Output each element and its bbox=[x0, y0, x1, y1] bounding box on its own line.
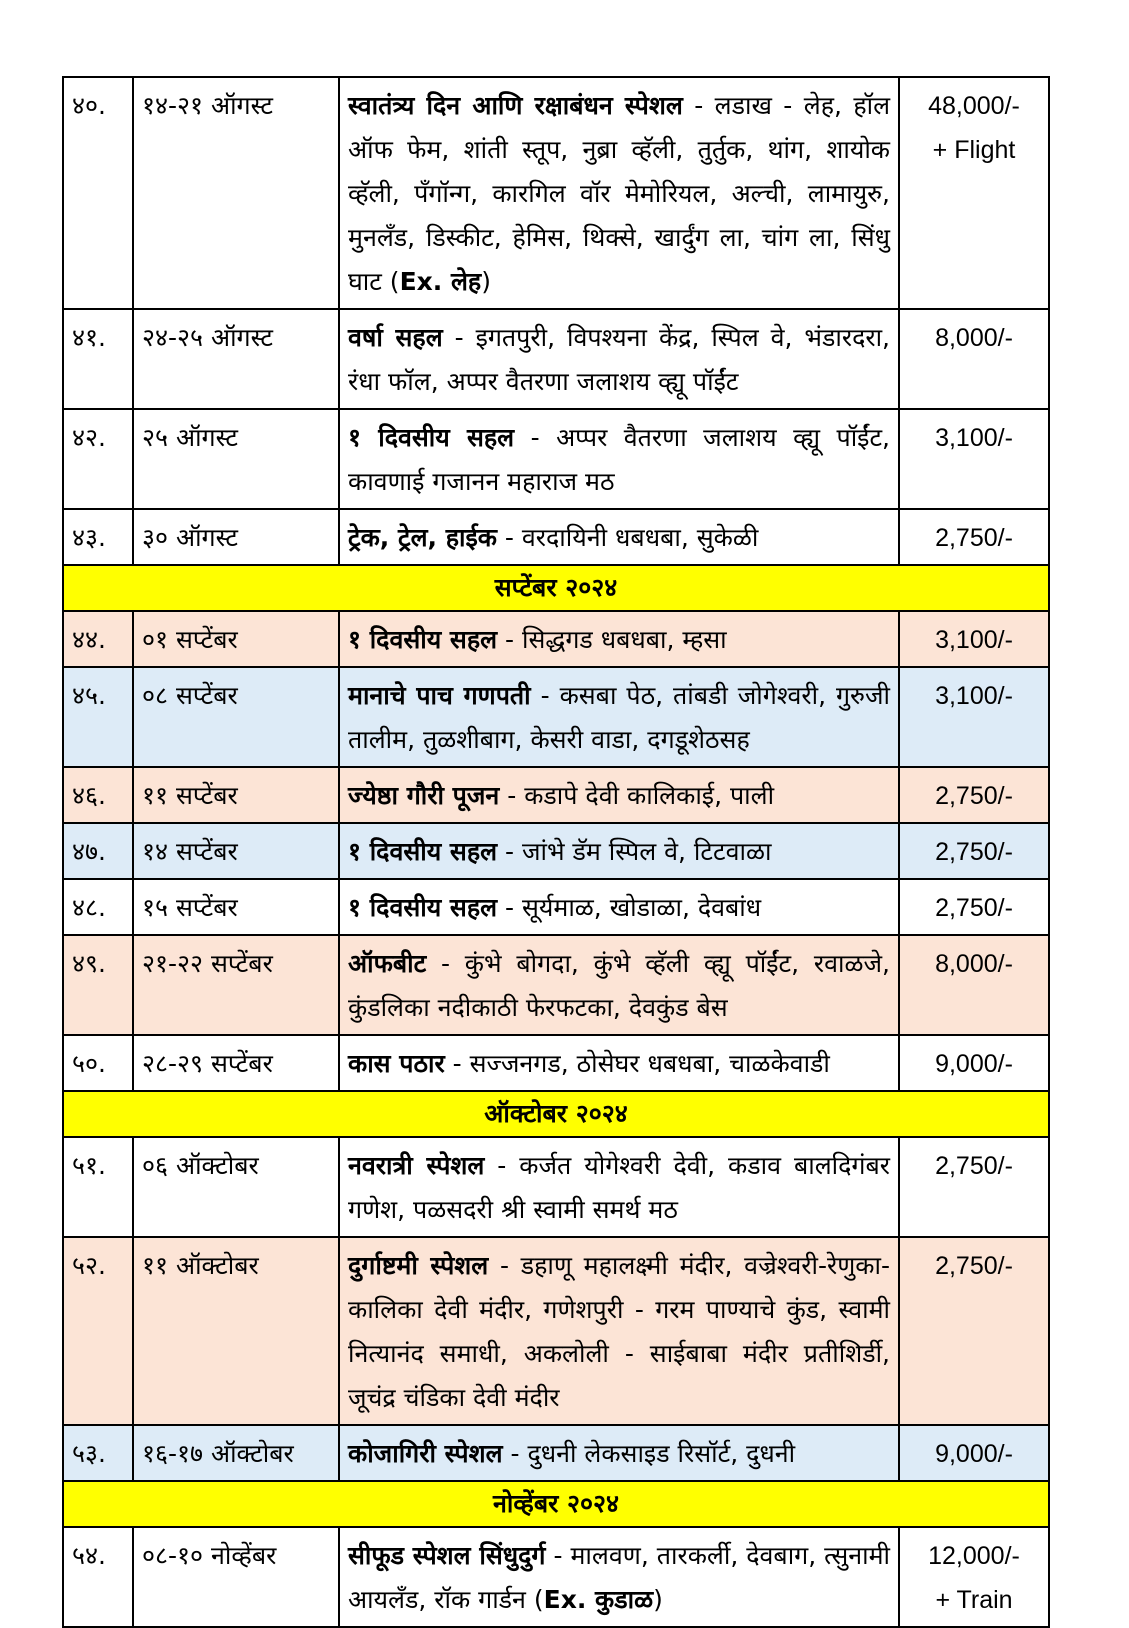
close-paren: ) bbox=[653, 1585, 663, 1614]
title-separator: - bbox=[545, 1541, 571, 1570]
tour-places: मालवण, तारकर्ली, देवबाग, त्सुनामी आयलँड, रॉक गार्डन ( bbox=[348, 1541, 890, 1614]
row-number: ५२. bbox=[63, 1237, 133, 1425]
tour-places: सज्जनगड, ठोसेघर धबधबा, चाळकेवाडी bbox=[469, 1049, 830, 1078]
tour-title: नवरात्री स्पेशल bbox=[348, 1151, 485, 1180]
tour-price bbox=[899, 611, 1049, 667]
tour-title: १ दिवसीय सहल bbox=[348, 625, 498, 654]
tour-places: अप्पर वैतरणा जलाशय व्ह्यू पॉईंट, कावणाई गजानन महाराज मठ bbox=[348, 423, 890, 496]
tour-title: दुर्गाष्टमी स्पेशल bbox=[348, 1251, 489, 1280]
schedule-row bbox=[63, 823, 1049, 879]
price-value: 12,000/- bbox=[928, 1542, 1020, 1570]
tour-description bbox=[339, 1527, 899, 1627]
month-heading: सप्टेंबर २०२४ bbox=[63, 565, 1049, 611]
tour-places: वरदायिनी धबधबा, सुकेळी bbox=[521, 523, 759, 552]
tour-date: ०६ ऑक्टोबर bbox=[133, 1137, 339, 1237]
price-value: 2,750/- bbox=[935, 524, 1013, 552]
tour-date: ३० ऑगस्ट bbox=[133, 509, 339, 565]
tour-price bbox=[899, 935, 1049, 1035]
tour-ex-point: Ex. कुडाळ bbox=[543, 1585, 654, 1614]
title-separator: - bbox=[514, 423, 557, 452]
tour-places: सिद्धगड धबधबा, म्हसा bbox=[521, 625, 727, 654]
row-number: ४४. bbox=[63, 611, 133, 667]
tour-title: कोजागिरी स्पेशल bbox=[348, 1439, 503, 1468]
schedule-row bbox=[63, 611, 1049, 667]
tour-title: वर्षा सहल bbox=[348, 323, 443, 352]
schedule-row bbox=[63, 1425, 1049, 1481]
schedule-row bbox=[63, 309, 1049, 409]
schedule-row bbox=[63, 1527, 1049, 1627]
price-value: 9,000/- bbox=[935, 1050, 1013, 1078]
schedule-row bbox=[63, 409, 1049, 509]
price-value: 8,000/- bbox=[935, 324, 1013, 352]
tour-price bbox=[899, 1237, 1049, 1425]
row-number: ४८. bbox=[63, 879, 133, 935]
row-number: ५०. bbox=[63, 1035, 133, 1091]
tour-date: ११ ऑक्टोबर bbox=[133, 1237, 339, 1425]
tour-description bbox=[339, 823, 899, 879]
tour-title: मानाचे पाच गणपती bbox=[348, 681, 531, 710]
tour-date: १४-२१ ऑगस्ट bbox=[133, 77, 339, 309]
tour-price bbox=[899, 509, 1049, 565]
schedule-body bbox=[63, 77, 1049, 1627]
tour-date: ०८-१० नोव्हेंबर bbox=[133, 1527, 339, 1627]
title-separator: - bbox=[444, 1049, 470, 1078]
row-number: ४५. bbox=[63, 667, 133, 767]
tour-description bbox=[339, 309, 899, 409]
title-separator: - bbox=[426, 949, 465, 978]
tour-title: कास पठार bbox=[348, 1049, 445, 1078]
tour-date: २१-२२ सप्टेंबर bbox=[133, 935, 339, 1035]
close-paren: ) bbox=[481, 267, 491, 296]
price-value: 2,750/- bbox=[935, 1152, 1013, 1180]
tour-schedule-table bbox=[62, 76, 1050, 1628]
month-header-row bbox=[63, 1481, 1049, 1527]
tour-price bbox=[899, 309, 1049, 409]
tour-price bbox=[899, 1137, 1049, 1237]
tour-date: ०१ सप्टेंबर bbox=[133, 611, 339, 667]
title-separator: - bbox=[502, 1439, 528, 1468]
title-separator: - bbox=[530, 681, 560, 710]
row-number: ४२. bbox=[63, 409, 133, 509]
price-extra: + Train bbox=[935, 1586, 1013, 1614]
tour-price bbox=[899, 767, 1049, 823]
tour-description bbox=[339, 77, 899, 309]
schedule-row bbox=[63, 667, 1049, 767]
tour-price bbox=[899, 879, 1049, 935]
tour-date: २४-२५ ऑगस्ट bbox=[133, 309, 339, 409]
title-separator: - bbox=[497, 837, 522, 866]
tour-date: २८-२९ सप्टेंबर bbox=[133, 1035, 339, 1091]
tour-title: ट्रेक, ट्रेल, हाईक bbox=[348, 523, 497, 552]
schedule-row bbox=[63, 77, 1049, 309]
row-number: ४९. bbox=[63, 935, 133, 1035]
tour-places: इगतपुरी, विपश्यना केंद्र, स्पिल वे, भंडारदरा, रंधा फॉल, अप्पर वैतरणा जलाशय व्ह्यू पॉईंट bbox=[348, 323, 890, 396]
row-number: ५३. bbox=[63, 1425, 133, 1481]
tour-price bbox=[899, 77, 1049, 309]
tour-price bbox=[899, 1035, 1049, 1091]
tour-description bbox=[339, 611, 899, 667]
tour-title: स्वातंत्र्य दिन आणि रक्षाबंधन स्पेशल bbox=[348, 91, 683, 120]
row-number: ४७. bbox=[63, 823, 133, 879]
schedule-row bbox=[63, 1237, 1049, 1425]
title-separator: - bbox=[497, 893, 522, 922]
tour-title: ऑफबीट bbox=[348, 949, 427, 978]
tour-description bbox=[339, 879, 899, 935]
tour-description bbox=[339, 409, 899, 509]
price-value: 2,750/- bbox=[935, 782, 1013, 810]
row-number: ४६. bbox=[63, 767, 133, 823]
tour-price bbox=[899, 667, 1049, 767]
row-number: ४०. bbox=[63, 77, 133, 309]
tour-title: १ दिवसीय सहल bbox=[348, 837, 498, 866]
schedule-row bbox=[63, 935, 1049, 1035]
price-value: 2,750/- bbox=[935, 1252, 1013, 1280]
tour-date: ११ सप्टेंबर bbox=[133, 767, 339, 823]
tour-date: १५ सप्टेंबर bbox=[133, 879, 339, 935]
tour-places: कसबा पेठ, तांबडी जोगेश्वरी, गुरुजी तालीम, तुळशीबाग, केसरी वाडा, दगडूशेठसह bbox=[348, 681, 891, 754]
month-heading: ऑक्टोबर २०२४ bbox=[63, 1091, 1049, 1137]
row-number: ५४. bbox=[63, 1527, 133, 1627]
tour-title: सीफूड स्पेशल सिंधुदुर्ग bbox=[348, 1541, 546, 1570]
price-value: 3,100/- bbox=[935, 626, 1013, 654]
price-value: 9,000/- bbox=[935, 1440, 1013, 1468]
tour-places: लडाख - लेह, हॉल ऑफ फेम, शांती स्तूप, नुब्रा व्हॅली, तुर्तुक, थांग, शायोक व्हॅली, पँगॉन्ग, कारगिल वॉर मेमोरियल, अल्ची, लामायुरु, मुनलँड, डिस्कीट, हेमिस, थिक्से, खार्दुंग ला, चांग ला, सिंधु घाट ( bbox=[348, 91, 891, 296]
title-separator: - bbox=[496, 523, 522, 552]
tour-date: १४ सप्टेंबर bbox=[133, 823, 339, 879]
price-extra: + Flight bbox=[932, 136, 1016, 164]
month-header-row bbox=[63, 565, 1049, 611]
tour-description bbox=[339, 1237, 899, 1425]
tour-description bbox=[339, 935, 899, 1035]
tour-description bbox=[339, 1137, 899, 1237]
tour-places: जांभे डॅम स्पिल वे, टिटवाळा bbox=[521, 837, 772, 866]
title-separator: - bbox=[484, 1151, 520, 1180]
tour-description bbox=[339, 667, 899, 767]
tour-ex-point: Ex. लेह bbox=[399, 267, 482, 296]
tour-description bbox=[339, 1035, 899, 1091]
tour-description bbox=[339, 767, 899, 823]
tour-price bbox=[899, 1425, 1049, 1481]
tour-places: कर्जत योगेश्वरी देवी, कडाव बालदिगंबर गणेश, पळसदरी श्री स्वामी समर्थ मठ bbox=[348, 1151, 890, 1224]
tour-price bbox=[899, 1527, 1049, 1627]
schedule-row bbox=[63, 767, 1049, 823]
tour-price bbox=[899, 409, 1049, 509]
tour-title: १ दिवसीय सहल bbox=[348, 423, 515, 452]
tour-description bbox=[339, 509, 899, 565]
title-separator: - bbox=[682, 91, 715, 120]
schedule-row bbox=[63, 1137, 1049, 1237]
tour-description bbox=[339, 1425, 899, 1481]
row-number: ५१. bbox=[63, 1137, 133, 1237]
tour-places: डहाणू महालक्ष्मी मंदीर, वज्रेश्वरी-रेणुका-कालिका देवी मंदीर, गणेशपुरी - गरम पाण्याचे कुंड, स्वामी नित्यानंद समाधी, अकलोली - साईबाबा मंदीर प्रतीशिर्डी, जूचंद्र चंडिका देवी मंदीर bbox=[348, 1251, 890, 1412]
tour-date: ०८ सप्टेंबर bbox=[133, 667, 339, 767]
row-number: ४१. bbox=[63, 309, 133, 409]
price-value: 48,000/- bbox=[928, 92, 1020, 120]
title-separator: - bbox=[442, 323, 476, 352]
title-separator: - bbox=[497, 625, 522, 654]
title-separator: - bbox=[488, 1251, 521, 1280]
tour-title: १ दिवसीय सहल bbox=[348, 893, 498, 922]
schedule-row bbox=[63, 509, 1049, 565]
tour-places: कडापे देवी कालिकाई, पाली bbox=[524, 781, 775, 810]
row-number: ४३. bbox=[63, 509, 133, 565]
tour-date: २५ ऑगस्ट bbox=[133, 409, 339, 509]
month-heading: नोव्हेंबर २०२४ bbox=[63, 1481, 1049, 1527]
schedule-row bbox=[63, 1035, 1049, 1091]
tour-places: सूर्यमाळ, खोडाळा, देवबांध bbox=[521, 893, 762, 922]
tour-places: कुंभे बोगदा, कुंभे व्हॅली व्ह्यू पॉईंट, रवाळजे, कुंडलिका नदीकाठी फेरफटका, देवकुंड बेस bbox=[348, 949, 890, 1022]
tour-price bbox=[899, 823, 1049, 879]
price-value: 3,100/- bbox=[935, 682, 1013, 710]
tour-places: दुधनी लेकसाइड रिसॉर्ट, दुधनी bbox=[527, 1439, 796, 1468]
price-value: 8,000/- bbox=[935, 950, 1013, 978]
schedule-row bbox=[63, 879, 1049, 935]
price-value: 3,100/- bbox=[935, 424, 1013, 452]
month-header-row bbox=[63, 1091, 1049, 1137]
price-value: 2,750/- bbox=[935, 894, 1013, 922]
title-separator: - bbox=[499, 781, 525, 810]
price-value: 2,750/- bbox=[935, 838, 1013, 866]
tour-title: ज्येष्ठा गौरी पूजन bbox=[348, 781, 500, 810]
tour-date: १६-१७ ऑक्टोबर bbox=[133, 1425, 339, 1481]
